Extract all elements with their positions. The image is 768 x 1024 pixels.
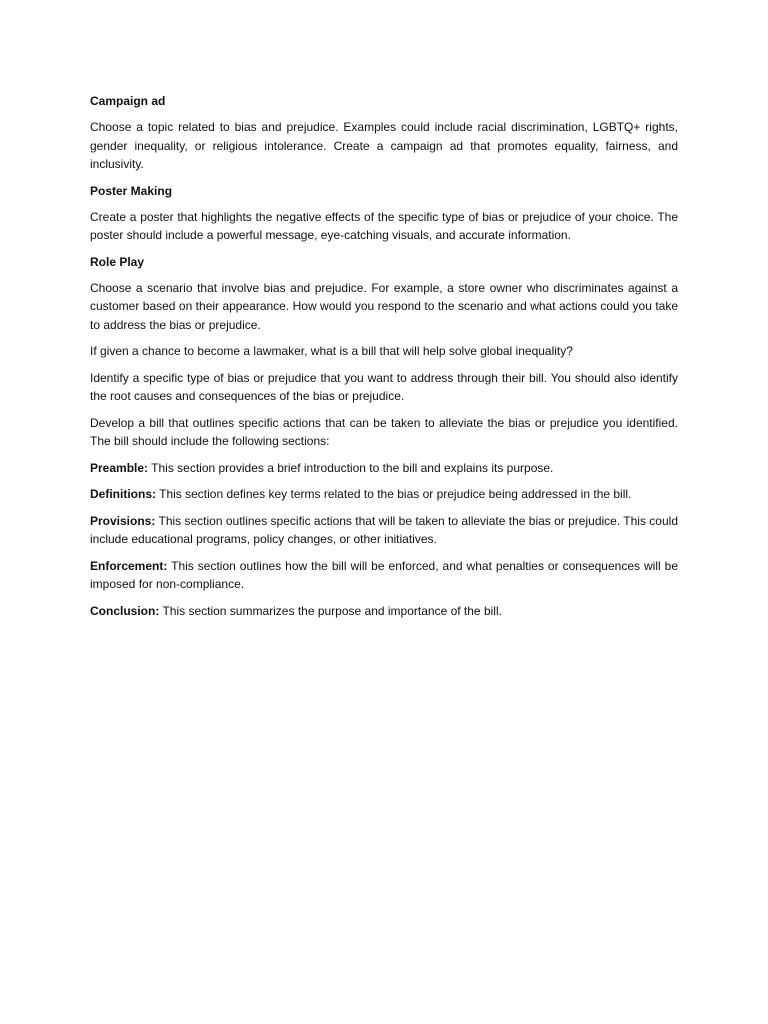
bill-section-preamble xyxy=(90,459,678,478)
bill-section-label: Enforcement: xyxy=(90,558,168,573)
bill-section-conclusion xyxy=(90,602,678,621)
role-play-heading: Role Play xyxy=(90,254,145,269)
bill-section-text: This section outlines specific actions that will be taken to alleviate the bias or prejudice. This could include educational programs, policy changes, or other initiatives. xyxy=(90,513,678,546)
bill-section-provisions xyxy=(90,512,678,549)
campaign-ad-heading: Campaign ad xyxy=(90,94,166,108)
bill-section-label: Preamble: xyxy=(90,460,149,475)
bill-section-label: Conclusion: xyxy=(90,603,160,618)
bill-section-text: This section summarizes the purpose and importance of the bill. xyxy=(159,603,502,618)
lawmaker-question: If given a chance to become a lawmaker, what is a bill that will help solve global inequality? xyxy=(90,344,573,358)
bill-section-enforcement xyxy=(90,557,678,594)
campaign-ad-paragraph: Choose a topic related to bias and prejudice. Examples could include racial discrimination, LGBTQ+ rights, gender inequality, or religious intolerance. Create a campaign ad that promotes equality, fairness, and inclusivity. xyxy=(90,120,678,171)
poster-making-heading: Poster Making xyxy=(90,183,173,198)
bill-section-text: This section outlines how the bill will be enforced, and what penalties or consequences will be imposed for non-compliance. xyxy=(90,558,678,591)
bill-section-label: Provisions: xyxy=(90,513,156,528)
bill-section-definitions xyxy=(90,485,678,504)
identify-paragraph: Identify a specific type of bias or prejudice that you want to address through their bill. You should also identify the root causes and consequences of the bias or prejudice. xyxy=(90,370,678,403)
poster-making-paragraph: Create a poster that highlights the negative effects of the specific type of bias or prejudice of your choice. The poster should include a powerful message, eye-catching visuals, and accurate information. xyxy=(90,209,678,242)
develop-bill-paragraph: Develop a bill that outlines specific actions that can be taken to alleviate the bias or prejudice you identified. The bill should include the following sections: xyxy=(90,415,678,448)
bill-section-text: This section defines key terms related to the bias or prejudice being addressed in the bill. xyxy=(156,487,632,501)
bill-section-label: Definitions: xyxy=(90,487,156,501)
role-play-paragraph: Choose a scenario that involve bias and prejudice. For example, a store owner who discriminates against a customer based on their appearance. How would you respond to the scenario and what actions could you take to address the bias or prejudice. xyxy=(90,280,678,332)
bill-section-text: This section provides a brief introduction to the bill and explains its purpose. xyxy=(148,460,554,475)
